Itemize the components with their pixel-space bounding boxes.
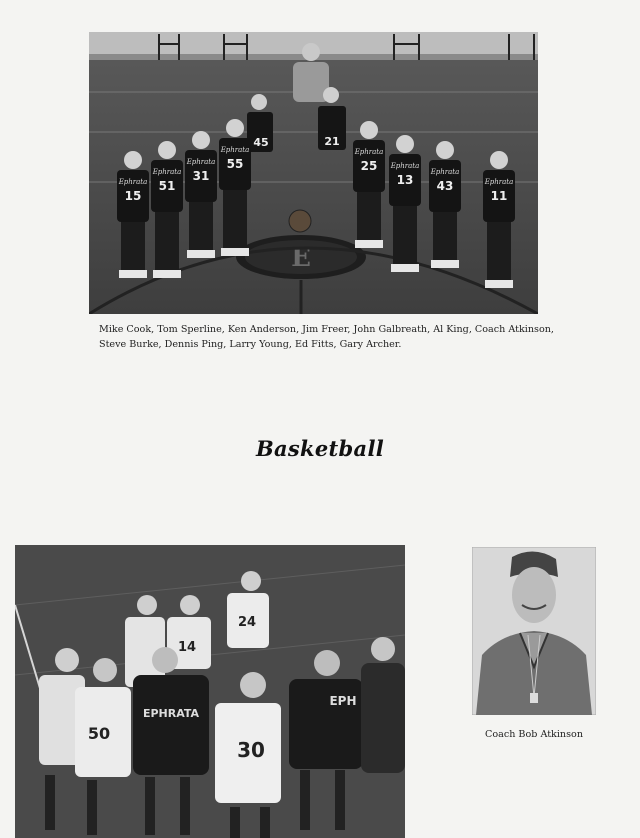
jersey-script: Ephrata [186,158,216,166]
front-row-player [353,121,385,248]
jersey-script: Ephrata [430,168,460,176]
jersey-number: 11 [490,189,508,203]
huddle-photo [15,545,405,838]
jersey-number: 15 [124,189,142,203]
team-photo-caption [99,322,554,352]
team-photo [89,32,538,314]
jersey-script: Ephrata [152,168,182,176]
section-title: Basketball [255,436,385,461]
front-row-player [483,151,515,288]
jersey-number: 13 [396,173,414,187]
jersey-script: Ephrata [220,146,250,154]
jersey-script: Ephrata [118,178,148,186]
jersey-number: 51 [158,179,176,193]
svg-text:24: 24 [237,615,257,630]
caption-line-1: Mike Cook, Tom Sperline, Ken Anderson, Jim Freer, John Galbreath, Al King, Coach Atkinson, [99,324,554,335]
basketball [289,210,311,232]
jersey-script: Ephrata [484,178,514,186]
svg-text:50: 50 [87,724,111,743]
svg-text:45: 45 [253,136,269,149]
coach-portrait [472,547,596,715]
front-row-player [219,119,251,256]
svg-text:14: 14 [177,640,197,655]
jersey-number: 43 [436,179,454,193]
front-row-player [185,131,217,258]
front-row-player [151,141,183,278]
svg-text:21: 21 [324,135,340,148]
jersey-number: 31 [192,169,210,183]
floor-letter: E [291,243,311,273]
svg-text:30: 30 [237,738,265,762]
jersey-script: Ephrata [354,148,384,156]
front-row-player [429,141,461,268]
front-row-player [389,135,421,272]
jersey-number: 55 [226,157,244,171]
svg-text:EPHRATA: EPHRATA [142,707,200,720]
jersey-script: Ephrata [390,162,420,170]
caption-line-2: Steve Burke, Dennis Ping, Larry Young, Ed Fitts, Gary Archer. [99,339,402,350]
svg-text:EPH: EPH [329,694,357,708]
front-row-player [117,151,149,278]
jersey-number: 25 [360,159,378,173]
coach-caption: Coach Bob Atkinson [484,729,583,740]
